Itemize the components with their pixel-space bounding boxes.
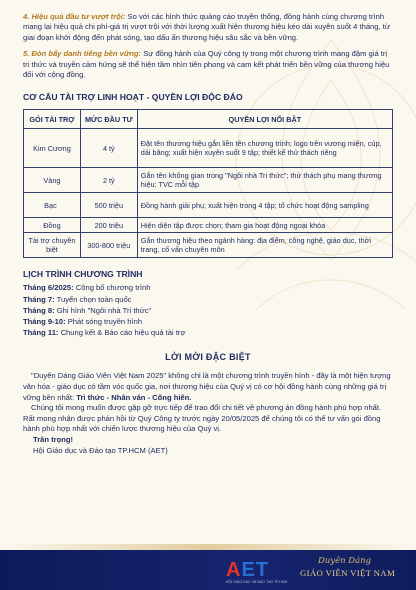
footer-band	[0, 550, 416, 590]
package-cell: Kim Cương	[24, 129, 81, 168]
schedule-event: Ghi hình "Ngôi nhà Tri thức"	[54, 305, 152, 315]
schedule-month: Tháng 8:	[23, 305, 55, 315]
table-row	[24, 233, 393, 258]
schedule-month: Tháng 11:	[23, 328, 59, 338]
table-row	[24, 129, 393, 168]
invitation-text: "Duyên Dáng Giáo Viên Việt Nam 2025" không chỉ là một chương trình truyền hình - đây là một hiện tượng văn hóa - giáo dục có tầm vóc quốc gia, nơi thương hiệu của Quý vị có cơ hội đồng hành cùng những giá trị vững bền nhất:	[23, 371, 391, 402]
aet-logo-et: ET	[241, 559, 270, 581]
schedule-item	[23, 305, 393, 316]
schedule-event: Tuyển chọn toàn quốc	[54, 294, 132, 304]
benefit-4-label: 4. Hiệu quả đầu tư vượt trội:	[23, 12, 126, 21]
sponsor-table	[23, 109, 393, 258]
invitation-title: LỜI MỜI ĐẶC BIỆT	[165, 352, 251, 363]
invitation-paragraph-1	[23, 371, 393, 403]
amount-cell: 300-800 triệu	[80, 233, 137, 258]
benefit-cell: Gắn thương hiệu theo ngành hàng: địa điểm, công nghệ, giáo dục, thời trang, cố vấn chuyên môn	[137, 233, 392, 258]
schedule-event: Phát sóng truyền hình	[65, 317, 143, 327]
header-package: GÓI TÀI TRỢ	[24, 110, 81, 129]
schedule-month: Tháng 7:	[23, 294, 55, 304]
regards-text: Trân trọng!	[33, 435, 74, 445]
benefit-paragraph-5	[23, 49, 393, 80]
header-benefit: QUYỀN LỢI NỔI BẬT	[137, 110, 392, 129]
benefit-cell: Đặt tên thương hiệu gắn liền tên chương trình; logo trên vương miện, cúp, dải băng; xuất hiện xuyên suốt 9 tập; thiết kế thử thách riêng	[137, 129, 392, 168]
package-cell: Đồng	[24, 218, 81, 233]
program-logo-script: Duyên Dáng	[318, 556, 372, 566]
schedule-item	[23, 327, 393, 338]
benefit-5-text: Sự đồng hành của Quý công ty trong một chương trình mang đậm giá trị tri thức và truyền cảm hứng sẽ thể hiện tầm nhìn tiên phong và cam kết phát triển bền vững của thương hiệu đối với cộng đồng.	[23, 49, 390, 80]
schedule-event: Chung kết & Báo cáo hiệu quả tài trợ	[58, 328, 186, 338]
schedule-item	[23, 282, 393, 293]
benefit-paragraph-4	[23, 12, 393, 43]
table-header-row	[24, 110, 393, 129]
content	[23, 12, 393, 456]
header-amount: MỨC ĐẦU TƯ	[80, 110, 137, 129]
benefit-cell: Hiện diện tập được chọn; tham gia hoạt động ngoại khóa	[137, 218, 392, 233]
amount-cell: 500 triệu	[80, 193, 137, 218]
amount-cell: 4 tỷ	[80, 129, 137, 168]
benefit-cell: Đồng hành giải phụ; xuất hiện trong 4 tập; tổ chức hoạt động sampling	[137, 193, 392, 218]
schedule-list	[23, 282, 393, 338]
invitation-paragraph-2: Chúng tôi mong muốn được gặp gỡ trực tiếp để trao đổi chi tiết về phương án đồng hành phù hợp nhất. Rất mong nhận được phản hồi từ Quý Công ty trước ngày 20/05/2025 để chúng tôi có thể tư vấn gói đồng hành phù hợp nhất với chiến lược thương hiệu của Quý vị.	[23, 403, 382, 434]
schedule-section-title: LỊCH TRÌNH CHƯƠNG TRÌNH	[23, 269, 143, 280]
package-cell: Bạc	[24, 193, 81, 218]
package-cell: Tài trợ chuyên biệt	[24, 233, 81, 258]
program-logo-main: GIÁO VIÊN VIỆT NAM	[300, 568, 396, 578]
schedule-event: Công bố chương trình	[73, 283, 151, 293]
benefit-5-label: 5. Đòn bẩy danh tiếng bền vững:	[23, 49, 142, 59]
schedule-item	[23, 294, 393, 305]
schedule-item	[23, 316, 393, 327]
schedule-month: Tháng 6/2025:	[23, 283, 74, 293]
sender-text: Hội Giáo dục và Đào tạo TP.HCM (AET)	[33, 445, 168, 455]
benefit-cell: Gắn tên không gian trong "Ngôi nhà Tri thức"; thử thách phụ mang thương hiệu; TVC mỗi tập	[137, 168, 392, 193]
benefit-4-text: So với các hình thức quảng cáo truyền thống, đồng hành cùng chương trình mang lại hiệu quả chi phí-giá trị vượt trội với thời lượng xuất hiện thương hiệu kéo dài xuyên suốt 4 tháng, từ giai đoạn khởi động đến phát sóng, tạo dấu ấn thương hiệu sâu sắc và bền vững.	[23, 12, 390, 42]
aet-logo-a: A	[226, 559, 242, 581]
aet-logo-subtitle: HỘI GIÁO DỤC VÀ ĐÀO TẠO TP.HCM	[226, 580, 288, 584]
amount-cell: 200 triệu	[80, 218, 137, 233]
amount-cell: 2 tỷ	[80, 168, 137, 193]
table-row	[24, 218, 393, 233]
package-cell: Vàng	[24, 168, 81, 193]
invitation-values: Tri thức - Nhân văn - Cống hiến.	[76, 392, 192, 402]
schedule-month: Tháng 9-10:	[23, 317, 66, 327]
table-row	[24, 193, 393, 218]
aet-logo	[226, 559, 269, 582]
table-row	[24, 168, 393, 193]
sponsor-section-title: CƠ CẤU TÀI TRỢ LINH HOẠT - QUYỀN LỢI ĐỘC ĐÁO	[23, 92, 243, 103]
